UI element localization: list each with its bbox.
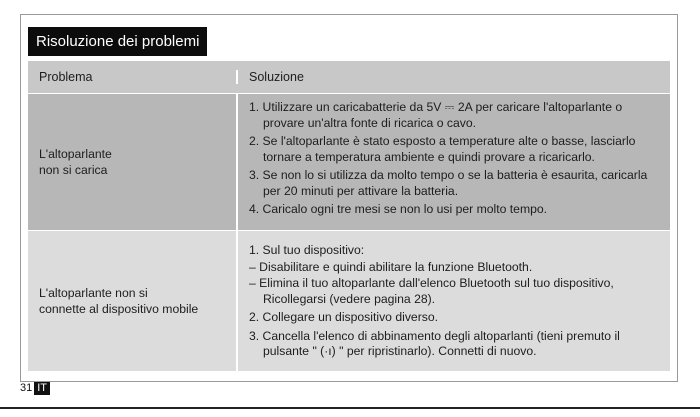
solution-cell (236, 94, 670, 230)
header-problem: Problema (39, 70, 93, 84)
solution-item: 2. Se l'altoparlante è stato esposto a temperature alte o basse, lasciarlo tornare a temperatura ambiente e quindi provare a ricaricarlo. (249, 134, 636, 164)
table-row (28, 94, 670, 231)
problem-line: L'altoparlante (39, 147, 112, 161)
language-badge: IT (34, 382, 50, 395)
troubleshooting-table (28, 61, 670, 372)
solution-item: 1. Sul tuo dispositivo: (249, 243, 365, 257)
solution-cell (236, 231, 670, 371)
solution-item: 3. Se non lo si utilizza da molto tempo o se la batteria è esaurita, caricarla per 20 minuti per attivare la batteria. (249, 168, 648, 198)
problem-line: non si carica (39, 163, 108, 177)
troubleshooting-page (20, 14, 678, 382)
solution-item: 1. Utilizzare un caricabatterie da 5V ⎓ 2A per caricare l'altoparlante o provare un'altra fonte di ricarica o cavo. (249, 100, 623, 130)
problem-cell (28, 94, 236, 230)
page-number: 31 (20, 382, 33, 394)
solution-item: 4. Caricalo ogni tre mesi se non lo usi per molto tempo. (249, 202, 548, 216)
section-title: Risoluzione dei problemi (28, 27, 207, 56)
table-row (28, 231, 670, 372)
solution-item: 3. Cancella l'elenco di abbinamento degli altoparlanti (tieni premuto il pulsante " (·ı) " per ripristinarlo). Connetti di nuovo. (249, 328, 620, 358)
solution-subitem: – Disabilitare e quindi abilitare la funzione Bluetooth. (249, 259, 533, 274)
header-solution: Soluzione (236, 70, 670, 84)
page-footer (20, 382, 50, 395)
table-header-row (28, 61, 670, 94)
solution-item: 2. Collegare un dispositivo diverso. (249, 310, 439, 324)
problem-line: L'altoparlante non si (39, 286, 148, 300)
bottom-rule (0, 407, 700, 409)
solution-subitem: – Elimina il tuo altoparlante dall'elenco Bluetooth sul tuo dispositivo, Ricollegarsi (vedere pagina 28). (249, 276, 614, 306)
problem-cell (28, 231, 236, 371)
problem-line: connette al dispositivo mobile (39, 302, 199, 316)
